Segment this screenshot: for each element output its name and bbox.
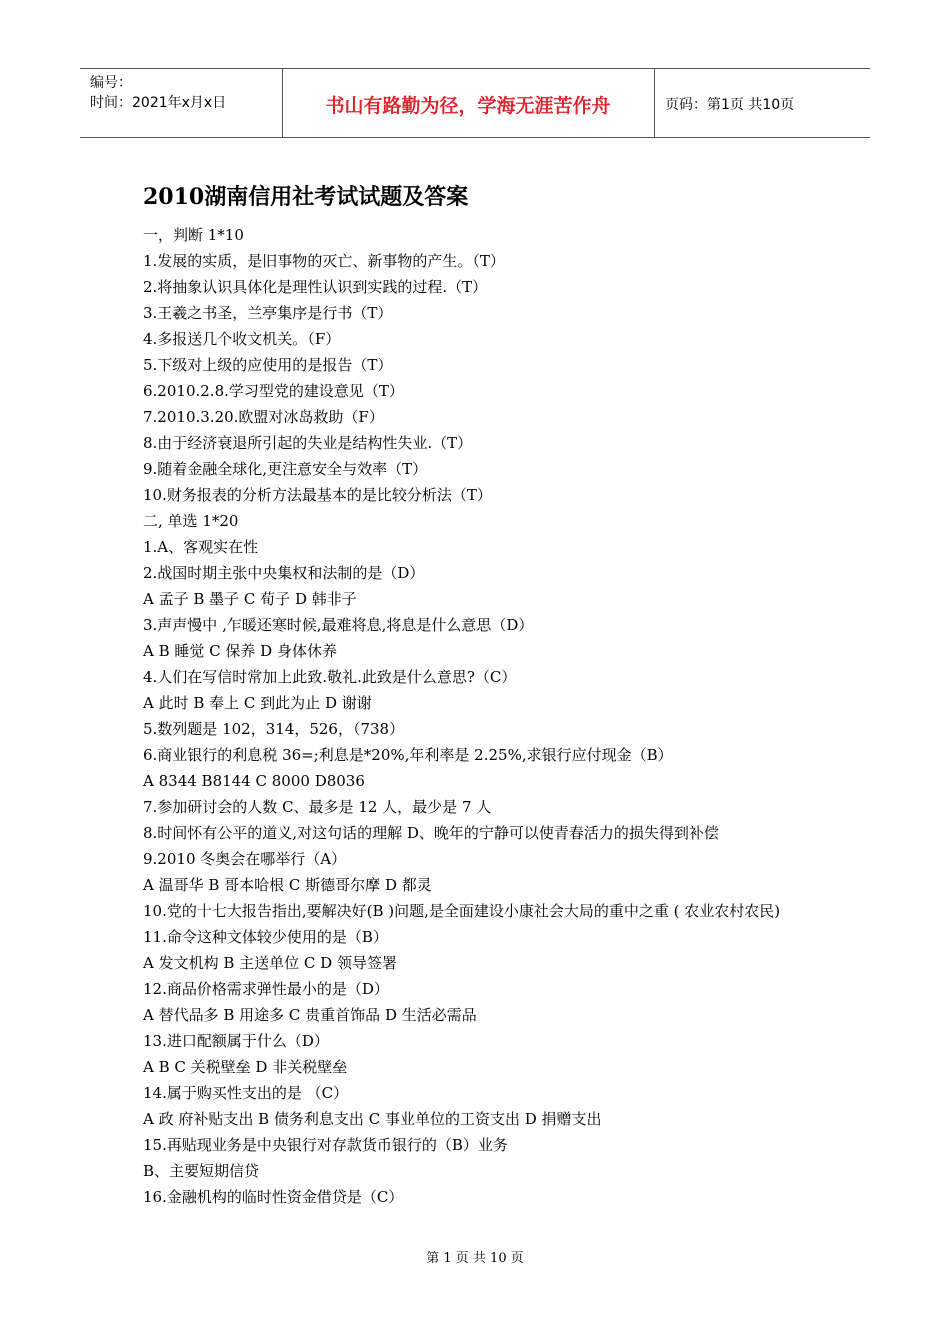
time-label: 时间：2021年x月x日 [90, 95, 227, 111]
text-line: A B C 关税壁垒 D 非关税壁垒 [143, 1058, 348, 1076]
text-line: B、主要短期信贷 [143, 1162, 260, 1180]
document-title: 2010湖南信用社考试试题及答案 [143, 184, 469, 210]
text-line: A 8344 B8144 C 8000 D8036 [143, 772, 365, 790]
page-footer: 第 1 页 共 10 页 [426, 1251, 524, 1266]
text-line: 4.人们在写信时常加上此致.敬礼.此致是什么意思?（C） [143, 668, 517, 686]
text-line: A 替代品多 B 用途多 C 贵重首饰品 D 生活必需品 [143, 1006, 477, 1024]
document-header [80, 68, 870, 138]
text-line: 2.战国时期主张中央集权和法制的是（D） [143, 564, 425, 582]
text-line: 8.由于经济衰退所引起的失业是结构性失业.（T） [143, 434, 473, 452]
text-line: A 孟子 B 墨子 C 荀子 D 韩非子 [143, 590, 357, 608]
text-line: 7.参加研讨会的人数 C、最多是 12 人，最少是 7 人 [143, 798, 492, 816]
text-line: 1.发展的实质，是旧事物的灭亡、新事物的产生。（T） [143, 252, 505, 270]
text-line: 15.再贴现业务是中央银行对存款货币银行的（B）业务 [143, 1136, 508, 1154]
text-line: 3.声声慢中 ,乍暖还寒时候,最难将息,将息是什么意思（D） [143, 616, 534, 634]
text-line: 1.A、客观实在性 [143, 538, 259, 556]
text-line: 6.2010.2.8.学习型党的建设意见（T） [143, 382, 404, 400]
text-line: A 此时 B 奉上 C 到此为止 D 谢谢 [143, 694, 372, 712]
text-line: 11.命令这种文体较少使用的是（B） [143, 928, 388, 946]
text-line: A B 睡觉 C 保养 D 身体休养 [143, 642, 337, 660]
text-line: 14.属于购买性支出的是 （C） [143, 1084, 349, 1102]
header-page-info: 页码：第1页 共10页 [665, 97, 795, 113]
text-line: 9.2010 冬奥会在哪举行（A） [143, 850, 347, 868]
text-line: 8.时间怀有公平的道义,对这句话的理解 D、晚年的宁静可以使青春活力的损失得到补偿 [143, 824, 719, 842]
text-line: 16.金融机构的临时性资金借贷是（C） [143, 1188, 404, 1206]
text-line: 二, 单选 1*20 [143, 512, 239, 530]
text-line: 6.商业银行的利息税 36=;利息是*20%,年利率是 2.25%,求银行应付现金（B） [143, 746, 673, 764]
text-line: 12.商品价格需求弹性最小的是（D） [143, 980, 389, 998]
number-label: 编号： [90, 75, 132, 91]
text-line: 13.进口配额属于什么（D） [143, 1032, 329, 1050]
text-line: 10.财务报表的分析方法最基本的是比较分析法（T） [143, 486, 492, 504]
header-motto: 书山有路勤为径，学海无涯苦作舟 [325, 95, 611, 117]
document-body [143, 222, 823, 1210]
text-line: 2.将抽象认识具体化是理性认识到实践的过程.（T） [143, 278, 488, 296]
text-line: 一，判断 1*10 [143, 226, 244, 244]
text-line: A 发文机构 B 主送单位 C D 领导签署 [143, 954, 397, 972]
text-line: 3.王羲之书圣，兰亭集序是行书（T） [143, 304, 393, 322]
text-line: A 政 府补贴支出 B 债务利息支出 C 事业单位的工资支出 D 捐赠支出 [143, 1110, 602, 1128]
header-divider [654, 69, 655, 137]
header-info [90, 73, 226, 113]
text-line: 7.2010.3.20.欧盟对冰岛救助（F） [143, 408, 384, 426]
text-line: 4.多报送几个收文机关。（F） [143, 330, 341, 348]
text-line: A 温哥华 B 哥本哈根 C 斯德哥尔摩 D 都灵 [143, 876, 432, 894]
text-line: 9.随着金融全球化,更注意安全与效率（T） [143, 460, 428, 478]
text-line: 5.下级对上级的应使用的是报告（T） [143, 356, 393, 374]
text-line: 10.党的十七大报告指出,要解决好(B )问题,是全面建设小康社会大局的重中之重 ( 农业农村农民) [143, 902, 781, 920]
text-line: 5.数列题是 102，314，526，（738） [143, 720, 405, 738]
